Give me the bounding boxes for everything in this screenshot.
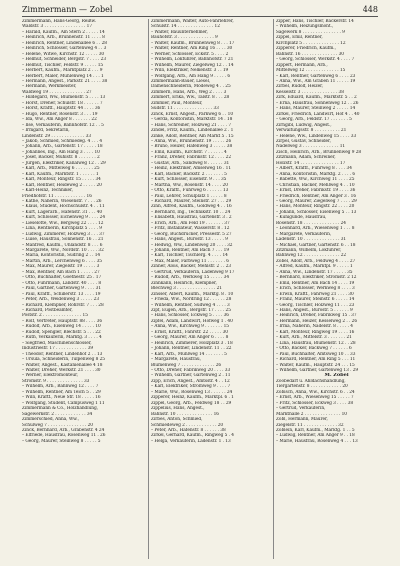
directory-entry: – Karl, Elektriker, Stromweg 9 . . . . 7	[151, 384, 231, 390]
directory-entry: – Siegfried, Maschinenschlosser,	[22, 340, 92, 346]
directory-entry: – Otto, Fuhrmann, Landstr. 40 . . . . 8	[22, 280, 102, 286]
directory-entry: – Hans, Schlosser, Eckweg 5 . . . . 36	[151, 313, 229, 319]
directory-entry: – Helene, Witwe, Kirchstr. 12 . . . . . 30	[22, 51, 105, 57]
directory-column-3	[273, 19, 397, 559]
directory-entry: – Karl, Rentner, Heideweg 2 . . . . . 20	[22, 182, 102, 188]
directory-entry: – Georg, Maurer, Am Anger 6 . . . . 8	[151, 335, 229, 341]
directory-entry: – Johannes, Ing., Am Hang 3 . . . . 10	[22, 149, 100, 155]
directory-entry: – Lina, Rentnerin, Kirchplatz 5 . . . . 9	[22, 226, 102, 232]
directory-entry: – Walter, Kaufm., Brunnenweg 8 . . . 17	[151, 40, 235, 46]
directory-entry: Tiergartenstr. 8 . . . . . . . . . . . . 20	[276, 384, 348, 390]
directory-entry: – Franz, Dreher, Fabrikstr. 12 . . . . 22	[151, 155, 231, 161]
directory-entry: – Klaus, Student, Hochschulstr. 4 . . 11	[22, 204, 105, 210]
directory-entry: – Otto, Kraftf., Fuhrweg 6 . . . . . . 13	[151, 188, 229, 194]
directory-entry: – Karl-Heinz, Techniker,	[22, 188, 73, 194]
directory-entry: Zippel, Emil, Rentner,	[276, 35, 323, 41]
directory-entry: – Jakob, Schmied, Schmiedeg. 4 . . . 4	[22, 138, 103, 144]
directory-entry: – Elfriede, Hausfrau, Rosenweg 11 . 26	[22, 433, 106, 439]
directory-entry: Bahnweg 12 . . . . . . . . . . . . . . 22	[276, 253, 347, 259]
directory-entry: – Herbert, Kaufm., Marktplatz 2 . . . 9	[22, 68, 103, 74]
directory-entry: Zimmermann-Bauer, Liesel,	[151, 78, 211, 84]
directory-entry: – Karl, Tischler, Tischlerg. 4 . . . . 14	[151, 253, 228, 259]
directory-entry: Zippel, Georg, Arb., Feldweg 18 . . 29	[151, 400, 232, 406]
directory-entry: Zöbl, Hermann, Maurer,	[276, 417, 328, 423]
directory-entry: Bahnstr. 16 . . . . . . . . . . . . . . 30	[276, 51, 344, 57]
directory-entry: – Wilhelm, Gärtner, Gartenweg 2 . 11	[151, 373, 231, 379]
directory-entry: – Johann, Rentner, Lindenstr. 11 . . 22	[151, 346, 232, 352]
directory-entry: – Alfred, Kaufm., Marktpl. 9 . . . . . 1	[276, 264, 353, 270]
directory-entry: – Karl, Monteur, Ringweg 19 . . . . 16	[276, 329, 355, 335]
directory-entry: Blumenweg 7 . . . . . . . . . . . . . 26	[151, 362, 222, 368]
directory-entry: – Wilhelm, Gärtner, Gartenweg 13 . 29	[276, 368, 359, 373]
directory-entry: Zitzmann, Adam, Schreiner,	[276, 155, 336, 161]
directory-entry: – Georg, Maurer, Steinweg 8 . . . . . 5	[22, 438, 101, 444]
directory-entry: – Kunigunde, Hausfrau,	[276, 215, 327, 221]
directory-entry: Südstr. 11 . . . . . . . . . . . . . . . 33	[151, 106, 219, 112]
directory-entry: – Hedwig, Ww., Lindenweg 20 . . . . 32	[151, 242, 233, 248]
directory-entry: – Johann, Arb., Gartenstr. 17 . . . . . 18	[22, 144, 103, 150]
directory-entry: – Kurt, Schlosser, Eisenstr. 9 . . . 35	[151, 177, 227, 183]
directory-entry: – Helmut, Tischler, Feldstr. 9 . . . . . 15	[22, 62, 104, 68]
page-header	[22, 4, 378, 17]
directory-entry: – Erwin, Kraftf., Fahrweg 21 . . . . 30	[276, 291, 354, 297]
directory-entry: Damenschneiderin, Modeweg 4 . . 25	[151, 84, 231, 90]
directory-entry: Zöblein, Karl, Kaufm., Marktg. 1 . . 5	[276, 427, 355, 433]
directory-entry: – Christian, Bäcker, Mehlweg 4 . . 10	[276, 182, 355, 188]
directory-entry: – Hans, Monteur, Ringstr. 22 . . . . 20	[276, 204, 355, 210]
directory-entry: – Werner, Elektromonteur,	[22, 373, 78, 379]
directory-entry: – Wilhelm, Lokführer, Bahnhofstr. 7 21	[151, 57, 234, 63]
directory-entry: Blechweg 3 . . . . . . . . . . . . . . . 21	[151, 286, 222, 292]
directory-entry: – Helmut, Schneider, Bergstr. 7 . . . . 23	[22, 57, 107, 63]
directory-entry: – Heinrich, Schlosser, Gartenweg 4 . . 3	[22, 46, 107, 52]
directory-entry: Rosenstr. 18 . . . . . . . . . . . . . . 24	[276, 220, 346, 226]
directory-entry: – Maria, Kontoristin, Südring 2 . . 14	[22, 253, 101, 259]
directory-entry: – Erna, Hausfrau, Sonnenweg 12 . . 26	[276, 100, 359, 106]
directory-entry: Waldweg 19 . . . . . . . . . . . . . . 27	[22, 89, 92, 95]
directory-entry: – Marie, Hausfrau, Rosenweg 4 . . . 13	[276, 438, 358, 444]
directory-entry: Zinsser, Albert, Kaufm., Marktg. 8 . 10	[151, 291, 234, 297]
directory-entry: – Werner, Schlosser, Eckstr. 5 . . . . 2	[151, 51, 229, 57]
directory-entry: Poststr. 2 . . . . . . . . . . . . . . . 15	[22, 313, 88, 319]
directory-entry: – Heinrich, Dreher, Fabrikweg 15 . 37	[276, 313, 357, 319]
directory-entry: – Herbert, Maler, Mühlenweg 14 . . . 1	[22, 73, 104, 79]
directory-entry: – Walter, Dreher, Werkstr. 21 . . . . 30	[22, 368, 101, 373]
directory-entry: – Hugo, Rentner, Rosenstr. 3 . . . 19	[22, 111, 98, 117]
directory-entry: Zöbisch, Anna, Ww., Kirchstr. 6 . . 24	[276, 389, 355, 395]
directory-entry: – Richard, Maurer, Steinstr. 27 . . . 29	[151, 198, 232, 204]
directory-entry: – Kurt, Schlosser, Eichenweg 9 . . . . 24	[22, 215, 106, 221]
directory-entry: – Heinrich, Rentner, Lindenallee 6 . . 28	[22, 40, 107, 46]
directory-entry: Schulstr. 14 . . . . . . . . . . . . . . 12	[151, 24, 220, 30]
directory-entry: – Wilhelm, Maurer, Ziegelweg 12 . . 14	[151, 62, 234, 68]
directory-entry: – Ernst, Dreher, Fabrikstr. 19 . . . . 36	[276, 188, 356, 194]
directory-entry: Zisch, Heinrich, Arb., Brunnenweg 9 28	[276, 149, 362, 155]
directory-entry: Zirpel, Gustav, Schneider,	[276, 138, 331, 144]
directory-entry: – Franz, Maurer, Steinstr. 6 . . . . . 14	[276, 297, 355, 303]
directory-entry: – Horst, Dreher, Schulstr. 18 . . . . . . 7	[22, 100, 103, 106]
directory-entry: – Ursula, Schneiderin, Tulpenweg 8 25	[22, 357, 105, 363]
directory-entry: – Gerda, Kontoristin, Marktstr. 14 . 18	[151, 117, 233, 123]
directory-entry: – Georg, Buchdrucker, Pressestr. 5 27	[151, 231, 232, 237]
directory-entry: – Rolf, Vertreter, Hauptstr. 88 . . . . 36	[22, 318, 103, 324]
directory-entry: Stromstr. 9 . . . . . . . . . . . . . . 33	[22, 378, 90, 384]
directory-entry: Zitzmann, Wilhelm, Lokführer,	[276, 248, 342, 254]
directory-entry: – Gustav, Arb., Sandweg 8 . . . . . . 31	[151, 160, 230, 166]
directory-entry: Zirngibl, Ludwig, Angest.,	[276, 122, 332, 128]
directory-entry: – Josef, Bäcker, Mühlstr. 8 . . . . . . . 2	[22, 155, 100, 161]
directory-entry: Zipf, Eugen, Arb., Bergstr. 17 . . . . 25	[151, 308, 231, 314]
directory-entry: – Peter, Arb., Hafenstr. 8 . . . . . . 38	[151, 427, 226, 433]
directory-entry: Zinke, Adolf, Rentner, Am Markt 5 . 15	[151, 133, 234, 139]
directory-entry: – Georg, Schlosser, Werkstr. 4 . . . . 7	[276, 57, 355, 63]
directory-entry: Ziegelstr. 11 . . . . . . . . . . . . . 32	[276, 422, 344, 428]
directory-entry: – Hermann, Werkmeister,	[22, 84, 77, 90]
directory-entry: – Irmgard, Sekretärin,	[22, 128, 70, 134]
directory-entry: Ladenstr. 10 . . . . . . . . . . . . . . 31	[276, 237, 347, 243]
directory-entry: Zinn, Alfred, Kaufm., Goldweg 4 . . 16	[151, 204, 232, 210]
directory-entry: – Johann, Schlosser, Eisenweg 5 . . 13	[276, 209, 357, 215]
directory-entry: – Manfred, Kaufm., Uhlandstr. 8 . . . 6	[22, 242, 103, 248]
directory-entry: – Hans, Schreiner, Holzweg 21 . . . . 7	[151, 122, 232, 128]
directory-entry: – Walter, Bauunternehmer,	[151, 29, 208, 35]
directory-entry: Verwaltungsstr. 8 . . . . . . . . . . 21	[276, 128, 347, 134]
directory-entry: – Anna, Ww., Am Graben 11 . . . . . 19	[276, 78, 356, 84]
directory-entry: Lindenstr. 29 . . . . . . . . . . . . . 33	[22, 133, 92, 139]
directory-entry: Zimmler, Paul, Monteur,	[151, 100, 203, 106]
directory-entry: – Frieda, Ww., Nordring 12 . . . . . . 28	[151, 297, 232, 303]
directory-entry: – Gertrud, Verkäuferin, Ladenweg 9 17	[151, 269, 235, 275]
directory-entry: – Elisabeth, Hausfrau, Gartenstr. 3 . 2	[151, 215, 232, 221]
directory-entry: Kirchplatz 5 . . . . . . . . . . . . . . 12	[276, 40, 346, 46]
directory-entry: – Margarete, Verkäuferin,	[276, 231, 332, 237]
directory-entry: Zirkel, Friedrich, Landwirt, Hof 4 . . 40	[276, 111, 360, 117]
directory-entry: Zippelius, Hans, Angest.,	[151, 406, 205, 412]
directory-entry: – Hans, Angest., Bürostr. 5 . . . . . . 9	[276, 308, 353, 314]
directory-entry: Sägewerkstr. 2 . . . . . . . . . . . . 34	[22, 411, 93, 417]
directory-entry: – Willi, Elektriker, Nelkenstr. 3 . . 19	[151, 68, 229, 74]
directory-entry: – Lina, Hausfrau, Blumenstr. 12 . . 28	[276, 340, 356, 346]
directory-entry: – Otto, Bäcker, Backweg 7 . . . . . . 6	[276, 346, 352, 352]
directory-entry: Zindel, Fritz, Kaufm., Lindenallee 2 . 1	[151, 128, 234, 134]
directory-entry: – Theodor, Rentner, Lindenhof 2 . . 13	[22, 351, 103, 357]
directory-entry: – Georg, Tischler, Holzweg 11 . . . 23	[276, 302, 355, 308]
directory-column-1	[22, 19, 144, 559]
directory-entry: Zipperer, Heinz, Kaufm., Marktpl. 6 . 1	[151, 395, 234, 401]
directory-entry: – Walter, Kaufm., Hauptstr. 24 . . . 15	[276, 362, 355, 368]
directory-entry: – Heinrich, Arb., Brunnenstr. 11 . . . . 8	[22, 35, 105, 41]
directory-entry: – Fritz, Schlosser, Eckweg 3 . . . . 38	[276, 400, 354, 406]
directory-entry: Friedhofstr. 11 . . . . . . . . . . . . 16	[22, 193, 92, 199]
directory-entry: Zimmert, Erika, Ww., Talstr. 8 . . . 28	[151, 95, 230, 101]
directory-entry: Schulweg 7 . . . . . . . . . . . . . . . 20	[22, 422, 93, 428]
directory-entry: – Ludwig, Rentner, Am Anger 9 . . 18	[276, 433, 355, 439]
directory-entry: – Ilse, Verkäuferin, Bahnhofstr. 12 . . 5	[22, 122, 104, 128]
directory-entry: – Gertrud, Verkäuferin,	[276, 406, 326, 412]
directory-entry: – Marie, Ww., Rosenweg 13 . . . . . . 24	[151, 389, 233, 395]
directory-entry: – Wilhelm, Rentner, Südweg 4 . . . . 3	[151, 302, 230, 308]
directory-entry: – Otto, Buchhalter, Goethestr. 25 . 17	[22, 275, 102, 281]
directory-entry: Bahnstr. 10 . . . . . . . . . . . . . . 16	[151, 411, 219, 417]
directory-entry: – Hermann, Heizer, Kesselweg 2 . . 26	[276, 318, 358, 324]
directory-entry: – Richard, Postbeamter,	[22, 308, 73, 314]
directory-entry: – Walter, Rentner, Am Ring 16 . . . . 30	[151, 46, 233, 52]
directory-entry: Zinck, Bernhard, Arb., Grabenstr. 4 24	[22, 427, 105, 433]
directory-entry: – Walter, Angest., Kastanienallee 4 18	[22, 362, 103, 368]
page-number: 448	[362, 5, 378, 14]
directory-entry: – Paul, Gärtner, Gartenweg 9 . . . . 31	[22, 286, 102, 292]
directory-entry: – Martin, Arb., Lerchenweg 6 . . . . 35	[22, 258, 102, 264]
directory-entry: – Emil, Rentner, Am Bach 14 . . . . 19	[276, 280, 355, 286]
directory-entry: – Michael, Gärtner, Gartenstr. 6 . . 18	[276, 242, 356, 248]
directory-entry: – Wilhelm, Rentner, Am Teich 5 . . 29	[22, 389, 101, 395]
directory-entry: – Leonhard, Arb., Wiesenweg 1 . . . 8	[276, 226, 355, 232]
directory-entry: – Otto, Dreher, Fabrikweg 20 . . . . 33	[151, 368, 231, 373]
directory-entry: – Harald, Kaufm., Am Stern 2 . . . . . 14	[22, 29, 105, 35]
directory-entry: – Margarete, Ww., Nordstr. 10 . . . . 32	[22, 248, 104, 254]
directory-entry: – Richard, Klempner, Rohrstr. 7 . . . 28	[22, 302, 104, 308]
directory-entry: – Irma, Näherin, Nadelstr. 8 . . . . . 4	[276, 324, 353, 330]
directory-entry: – Georg, Maurer, Ziegelweg 7 . . . . 29	[276, 198, 357, 204]
directory-entry: Zobel, Adolf, Arb., Feldweg 4 . . . . 27	[276, 258, 356, 264]
directory-entry: Zipperer, Friedrich, Kaufm.,	[276, 46, 336, 52]
directory-entry: – Heinz, Elektriker, Amselweg 16 . 11	[151, 166, 232, 172]
directory-entry: Zipfel, Adam, Landwirt, Hofweg 1 . 40	[151, 318, 233, 324]
directory-entry: – Bernhard, Elektriker, Stromstr. 2 12	[276, 275, 357, 281]
directory-entry: – Hildegard, Ww., Blumenstr. 5 . . . . 13	[22, 95, 106, 101]
directory-entry: – Hans, Maurer, Steinweg 2 . . . . . 14	[276, 106, 356, 112]
directory-entry: – Karl, Monteur, Ringstr. 15 . . . . . 34	[22, 177, 101, 183]
directory-entry: – Richard, Rentner, Am Ring 5 . . . 11	[276, 357, 356, 363]
directory-entry: – Anna, Ww., Kirchweg 9 . . . . . . . 15	[151, 324, 229, 330]
directory-entry: – Erich, Arb., Am Feld 19 . . . . . . . 37	[151, 220, 230, 226]
directory-entry: Nadelweg 3 . . . . . . . . . . . . . . 11	[276, 144, 346, 150]
directory-entry: Zirk, Eduard, Kaufm., Marktstr. 5 . . 2	[276, 95, 357, 101]
page-header-title: Zimmermann — Zobel	[22, 5, 113, 14]
directory-entry: – Fritz, Installateur, Wasserstr. 8 . 12	[151, 226, 230, 232]
directory-entry: – Rudolf, Arb., Werkweg 15 . . . . . 34	[151, 275, 230, 281]
directory-entry: – Karl, Kaufm., Marktstr. 1 . . . . . . 1	[22, 171, 99, 177]
directory-entry: – Wolfgang, Arb., Am Hang 9 . . . . . 6	[151, 73, 231, 79]
directory-entry: Schmiedeweg 2 . . . . . . . . . . . . 20	[151, 422, 224, 428]
directory-entry: – Bernhard, Ing., Technikstr. 10 . . 24	[151, 209, 231, 215]
directory-entry: – Käthe, Näherin, Wiesenstr. 7 . . . 26	[22, 198, 102, 204]
directory-entry: – Wilhelm, Arb., Bahnweg 12 . . . . 7	[22, 384, 99, 390]
directory-entry: Zipper, Hans, Tischler, Bäckerstr. 14	[276, 19, 354, 24]
directory-entry: Zimmerschied, Anna, Ww.,	[22, 417, 79, 423]
directory-entry: – Hans, Angest., Bürostr. 13 . . . . . 9	[151, 237, 228, 243]
directory-entry: Zirkel, Gerhard, Kaufm., Ringweg 5 . 4	[151, 433, 234, 439]
directory-entry: Zimmermann & Co., Holzhandlung,	[22, 406, 99, 412]
directory-entry: – Emil, Kaufm., Kirchstr. 7 . . . . . . 4	[151, 149, 227, 155]
directory-entry: – Helga, Verkäuferin, Ladenstr. 1 . 13	[151, 438, 231, 444]
directory-entry: – Helene, Ww., Lindenweg 15 . . . . 33	[276, 133, 357, 139]
directory-entry: – Bruno, Heizer, Hafenweg 3 . . . . . 38	[151, 144, 233, 150]
directory-entry: – Margarete, Hausfrau,	[151, 357, 201, 363]
directory-entry: M. Zobel	[324, 373, 349, 379]
directory-entry: – Horst, Kraftf., Hauptstr. 44 . . . . 36	[22, 106, 101, 112]
directory-entry: – Paul, Lehrer, Schulplatz 1 . . . . . 8	[151, 193, 227, 199]
directory-entry: – Ida, Ww., Am Anger 8 . . . . . . . 22	[22, 117, 97, 123]
directory-entry: – Friedrich, Rentner, Am Anger 3 . 16	[276, 193, 357, 199]
directory-entry: – Karl, Bäcker, Backstr. 2 . . . . . . . 5	[151, 171, 227, 177]
directory-entry: Bauhofstr. 3 . . . . . . . . . . . . . . 9	[151, 35, 218, 41]
directory-entry: Industriestr. 17 . . . . . . . . . . . . 39	[22, 346, 94, 352]
directory-entry: – Paul, Buchhalter, Amtsweg 10 . . 33	[276, 351, 356, 357]
directory-entry: – Ernst, Kraftf., Fahrstr. 22 . . . . . 30	[151, 329, 228, 335]
directory-entry: Zippert, Hermann, Arb.,	[276, 62, 328, 68]
directory-entry: – Wilhelm, Heizungsmont.,	[276, 24, 334, 30]
directory-entry: Holzstr. 14 . . . . . . . . . . . . . . . 17	[276, 160, 346, 166]
directory-entry: – Peter, Arb., Weidenweg 3 . . . . . 23	[22, 297, 100, 303]
directory-entry: Sägewerk 8 . . . . . . . . . . . . . . . 9	[276, 29, 345, 35]
directory-entry: – Ernst, Arb., Wiesenweg 15 . . . . . 7	[276, 395, 354, 401]
directory-entry: – Heinrich, Zimmerer, Holzplatz 3 . 18	[151, 340, 233, 346]
directory-entry: – Max, Rentner, Am Bach 1 . . . . . 27	[22, 269, 100, 275]
directory-entry: – Willi, Kraftf., Neue Str. 18 . . . . . 16	[22, 395, 101, 401]
directory-entry: – Paul, Kraftf., Schillerstr. 13 . . . . 19	[22, 291, 101, 297]
directory-entry: – Anna, Kontoristin, Marktg. 2 . . . . 6	[276, 171, 356, 177]
directory-entry: – Max, Maurer, Ziegelstr. 19 . . . . . 3	[22, 264, 100, 270]
directory-entry: – Rudolf, Arb., Eisenweg 14 . . . . . 10	[22, 324, 101, 330]
directory-entry: Zinnkann, Heinrich, Klempner,	[151, 280, 217, 286]
directory-entry: – Ludwig, Zimmerer, Holzweg 3 . . . 37	[22, 231, 105, 237]
directory-entry: Zinner, Alois, Bäcker, Mehlstr. 2 . . 23	[151, 264, 232, 270]
directory-entry: Zimmermann, Walter, Auto-Fahrlehrer,	[151, 19, 234, 24]
directory-entry: Zirbel, Rudolf, Heizer,	[276, 84, 323, 90]
directory-entry: Markthalle 2 . . . . . . . . . . . . . . 10	[276, 411, 347, 417]
directory-entry: Kesselstr. 3 . . . . . . . . . . . . . . 38	[276, 89, 344, 95]
directory-entry: – Babette, Ww., Kirchweg 11 . . . . 25	[276, 177, 355, 183]
directory-entry: – Kurt, Arb., Mittelstr. 3 . . . . . . . 21	[276, 335, 352, 341]
directory-entry: – Wolfgang, Student, Campusweg 1 11	[22, 400, 105, 406]
directory-column-2	[148, 19, 272, 559]
directory-entry: Mittelweg 12 . . . . . . . . . . . . . 15	[276, 68, 346, 74]
directory-entry: Zinck, Ernst, Angest., Parkweg 6 . . 10	[151, 111, 234, 117]
directory-entry: Waldstr. 3 . . . . . . . . . . . . . . . . 17	[22, 24, 92, 30]
directory-entry: – Anna, Ww., Lindenstr. 17 . . . . . 35	[276, 269, 353, 275]
directory-entry: – Lieselotte, Ww., Bergweg 22 . . . . 12	[22, 220, 104, 226]
directory-entry: Zoobedarf u. Ahldachshandlung,	[276, 378, 346, 384]
directory-entry: – Hermann, Angest., Parkstr. 21 . . . . 38	[22, 78, 108, 84]
directory-entry: – Karl, Arb., Mittelweg 6 . . . . . . . 25	[22, 166, 100, 172]
directory-entry: – Johann, Rentner, Am Bach 7 . . . 19	[151, 248, 230, 254]
directory-entry: Zimmermann, Hans-Georg, Reißw.	[22, 19, 96, 24]
directory-entry: – Jürgen, Elektriker, Kanalweg 12 . . 29	[22, 160, 106, 166]
directory-entry: – Georg, Arb., Feldstr. 17 . . . . . . . 5	[276, 117, 352, 123]
directory-entry: – Albert, Kraftf., Fuhrweg 8 . . . . 34	[276, 166, 352, 172]
directory-entry: Zipp, Erich, Angest., Amtsstr. 4 . . 12	[151, 378, 230, 384]
directory-entry: – Ruth, Verkäuferin, Marktg. 3 . . . . 4	[22, 335, 102, 341]
directory-entry: – Martha, Ww., Rosenstr. 14 . . . . 20	[151, 182, 228, 188]
directory-entry: – Kurt, Lagerarb., Hafenstr. 31 . . . 40	[22, 209, 103, 215]
directory-entry: – Luise, Hausfrau, Sonnenstr. 16 . . 21	[22, 237, 104, 243]
directory-entry: – Karl, Rentner, Gartenweg 6 . . . . 23	[276, 73, 356, 79]
directory-entry: Zimmern, Hans, Arb., Weg 2 . . . . 3	[151, 89, 227, 95]
directory-entry: Zirbes, Anton, Schmied,	[151, 417, 203, 423]
directory-entry: – Erich, Schlosser, Werkweg 8 . . . . 3	[276, 286, 355, 292]
directory-entry: – Max, Maler, Farbweg 11 . . . . . . . 6	[151, 258, 229, 264]
directory-entry: – Karl, Arb., Mühlweg 14 . . . . . . . 5	[151, 351, 227, 357]
directory-entry: – Rudolf, Spengler, Blechstr. 5 . . . 22	[22, 329, 101, 335]
directory-entry: – Anna, Ww., Brunnenstr. 19 . . . . . 26	[151, 138, 232, 144]
